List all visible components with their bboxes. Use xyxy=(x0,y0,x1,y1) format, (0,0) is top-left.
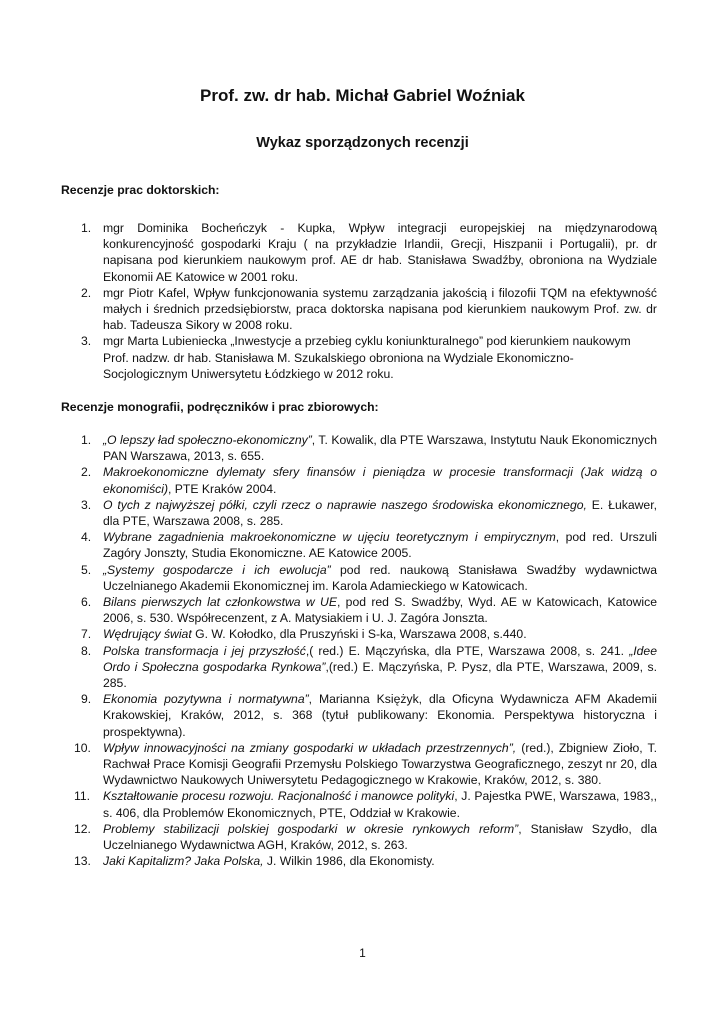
item-text: mgr Piotr Kafel, Wpływ funkcjonowania systemu zarządzania jakością i filozofii TQM na efektywność małych i średnich przedsiębiorstw, praca doktorska napisana pod kierunkiem naukowym Prof. zw. dr hab. Tadeusza Sikory w 2008 roku. xyxy=(103,285,657,333)
item-title: Polska transformacja i jej przyszłość xyxy=(103,643,306,658)
item-title: Kształtowanie procesu rozwoju. Racjonalność i manowce polityki xyxy=(103,789,455,804)
item-number: 2. xyxy=(81,285,92,300)
item-number: 13. xyxy=(74,854,91,869)
item-number: 9. xyxy=(81,692,92,707)
list-item xyxy=(61,821,657,853)
item-title: Jaki Kapitalizm? Jaka Polska, xyxy=(103,854,264,869)
item-number: 1. xyxy=(81,221,92,235)
item-details: , pod red S. Swadźby, Wyd. AE w Katowicach, Katowice 2006, s. 530. Współrecenzent, z A. Matysiakiem i U. J. Zagóra Jonszta. xyxy=(103,595,657,626)
item-number: 4. xyxy=(81,530,92,545)
item-number: 6. xyxy=(81,595,92,610)
page-number: 1 xyxy=(359,946,366,960)
author-title: Prof. zw. dr hab. Michał Gabriel Woźniak xyxy=(200,86,525,105)
item-title: Problemy stabilizacji polskiej gospodarki w okresie rynkowych reform” xyxy=(103,821,519,836)
list-item xyxy=(61,626,657,642)
item-text: mgr Marta Lubieniecka „Inwestycje a przebieg cyklu koniunkturalnego” pod kierunkiem naukowym Prof. nadzw. dr hab. Stanisława M. Szukalskiego obroniona na Wydziale Ekonomiczno-Socjologicznym Uniwersytetu Łódzkiego w 2012 roku. xyxy=(103,334,631,381)
list-item xyxy=(61,285,657,334)
doctoral-reviews-list xyxy=(61,220,657,382)
item-title: „O lepszy ład społeczno-ekonomiczny” xyxy=(103,433,312,447)
item-number: 5. xyxy=(81,562,92,577)
item-text: mgr Dominika Bocheńczyk - Kupka, Wpływ integracji europejskiej na międzynarodową konkurencyjność gospodarki Kraju ( na przykładzie Irlandii, Grecji, Hiszpanii i Portugalii), pr. dr napisana pod kierunkiem naukowym prof. AE dr hab. Stanisława Swadźby, obroniona na Wydziale Ekonomii AE Katowice w 2001 roku. xyxy=(103,221,657,284)
list-item xyxy=(61,333,657,382)
list-item xyxy=(61,740,657,789)
item-details: J. Wilkin 1986, dla Ekonomisty. xyxy=(263,854,435,869)
list-item xyxy=(61,691,657,740)
item-details: ,(red.) E. Mączyńska, P. Pysz, dla PTE, Warszawa, 2009, s. 285. xyxy=(103,659,657,691)
item-number: 12. xyxy=(74,821,91,836)
item-details: E. Łukawer, dla PTE, Warszawa 2008, s. 285. xyxy=(103,497,657,529)
item-number: 1. xyxy=(81,433,92,447)
list-item xyxy=(61,497,657,529)
item-title: Ekonomia pozytywna i normatywna” xyxy=(103,692,309,707)
item-title: Bilans pierwszych lat członkowstwa w UE xyxy=(103,595,337,610)
item-number: 11. xyxy=(74,789,91,804)
item-title: O tych z najwyższej półki, czyli rzecz o naprawie naszego środowiska ekonomicznego, xyxy=(103,497,587,512)
list-item xyxy=(61,562,657,594)
item-details: (red.), Zbigniew Zioło, T. Rachwał Prace Komisji Geografii Przemysłu Polskiego Towarzystwa Geograficznego, zeszyt nr 20, dla Wydawnictwo Naukowych Uniwersytetu Pedagogicznego w Krakowie, Kraków, 2012, s. 380. xyxy=(103,740,657,788)
item-number: 2. xyxy=(81,465,92,480)
doctoral-reviews-heading: Recenzje prac doktorskich: xyxy=(61,183,220,197)
list-item xyxy=(61,464,657,496)
item-title: Wybrane zagadnienia makroekonomiczne w ujęciu teoretycznym i empirycznym xyxy=(103,530,556,545)
item-details: , J. Pajestka PWE, Warszawa, 1983,, s. 406, dla Problemów Ekonomicznych, PTE, Oddział w Krakowie. xyxy=(103,789,657,820)
monograph-reviews-heading: Recenzje monografii, podręczników i prac zbiorowych: xyxy=(61,400,379,414)
item-number: 8. xyxy=(81,643,92,658)
item-title: „Systemy gospodarcze i ich ewolucja” xyxy=(103,562,331,577)
item-number: 10. xyxy=(74,740,91,755)
item-title: Wpływ innowacyjności na zmiany gospodarki w układach przestrzennych”, xyxy=(103,740,517,755)
item-title: „Idee Ordo i Społeczna gospodarka Rynkowa” xyxy=(103,643,657,674)
item-title: Wędrujący świat xyxy=(103,627,192,642)
item-number: 3. xyxy=(81,497,92,512)
monograph-reviews-list xyxy=(61,432,657,869)
item-details: ,( red.) E. Mączyńska, dla PTE, Warszawa 2008, s. 241. xyxy=(305,643,630,658)
list-item xyxy=(61,220,657,285)
list-item xyxy=(61,594,657,626)
item-details: , Marianna Księżyk, dla Oficyna Wydawnicza AFM Akademii Krakowskiej, Kraków, 2012, s. 368 (tytuł publikowany: Ekonomia. Perspektywa historyczna i prospektywna). xyxy=(103,692,657,739)
item-details: , pod red. Urszuli Zagóry Jonszty, Studia Ekonomiczne. AE Katowice 2005. xyxy=(103,530,658,561)
item-number: 7. xyxy=(81,627,92,642)
document-subtitle: Wykaz sporządzonych recenzji xyxy=(256,135,469,151)
item-details: , Stanisław Szydło, dla Uczelnianego Wydawnictwa AGH, Kraków, 2012, s. 263. xyxy=(103,821,657,853)
item-number: 3. xyxy=(81,334,92,349)
item-details: , PTE Kraków 2004. xyxy=(168,481,277,496)
list-item xyxy=(61,432,657,464)
item-details: pod red. naukową Stanisława Swadźby wydawnictwa Uczelnianego Akademii Ekonomicznej im. Karola Adamieckiego w Katowicach. xyxy=(103,562,657,593)
item-details: , T. Kowalik, dla PTE Warszawa, Instytutu Nauk Ekonomicznych PAN Warszawa, 2013, s. 655. xyxy=(103,433,657,464)
list-item xyxy=(61,529,657,561)
list-item xyxy=(61,788,657,820)
item-details: G. W. Kołodko, dla Pruszyński i S-ka, Warszawa 2008, s.440. xyxy=(191,627,527,642)
list-item xyxy=(61,643,657,692)
item-title: Makroekonomiczne dylematy sfery finansów i pieniądza w procesie transformacji (Jak widzą o ekonomiści) xyxy=(103,465,657,496)
list-item xyxy=(61,853,657,869)
